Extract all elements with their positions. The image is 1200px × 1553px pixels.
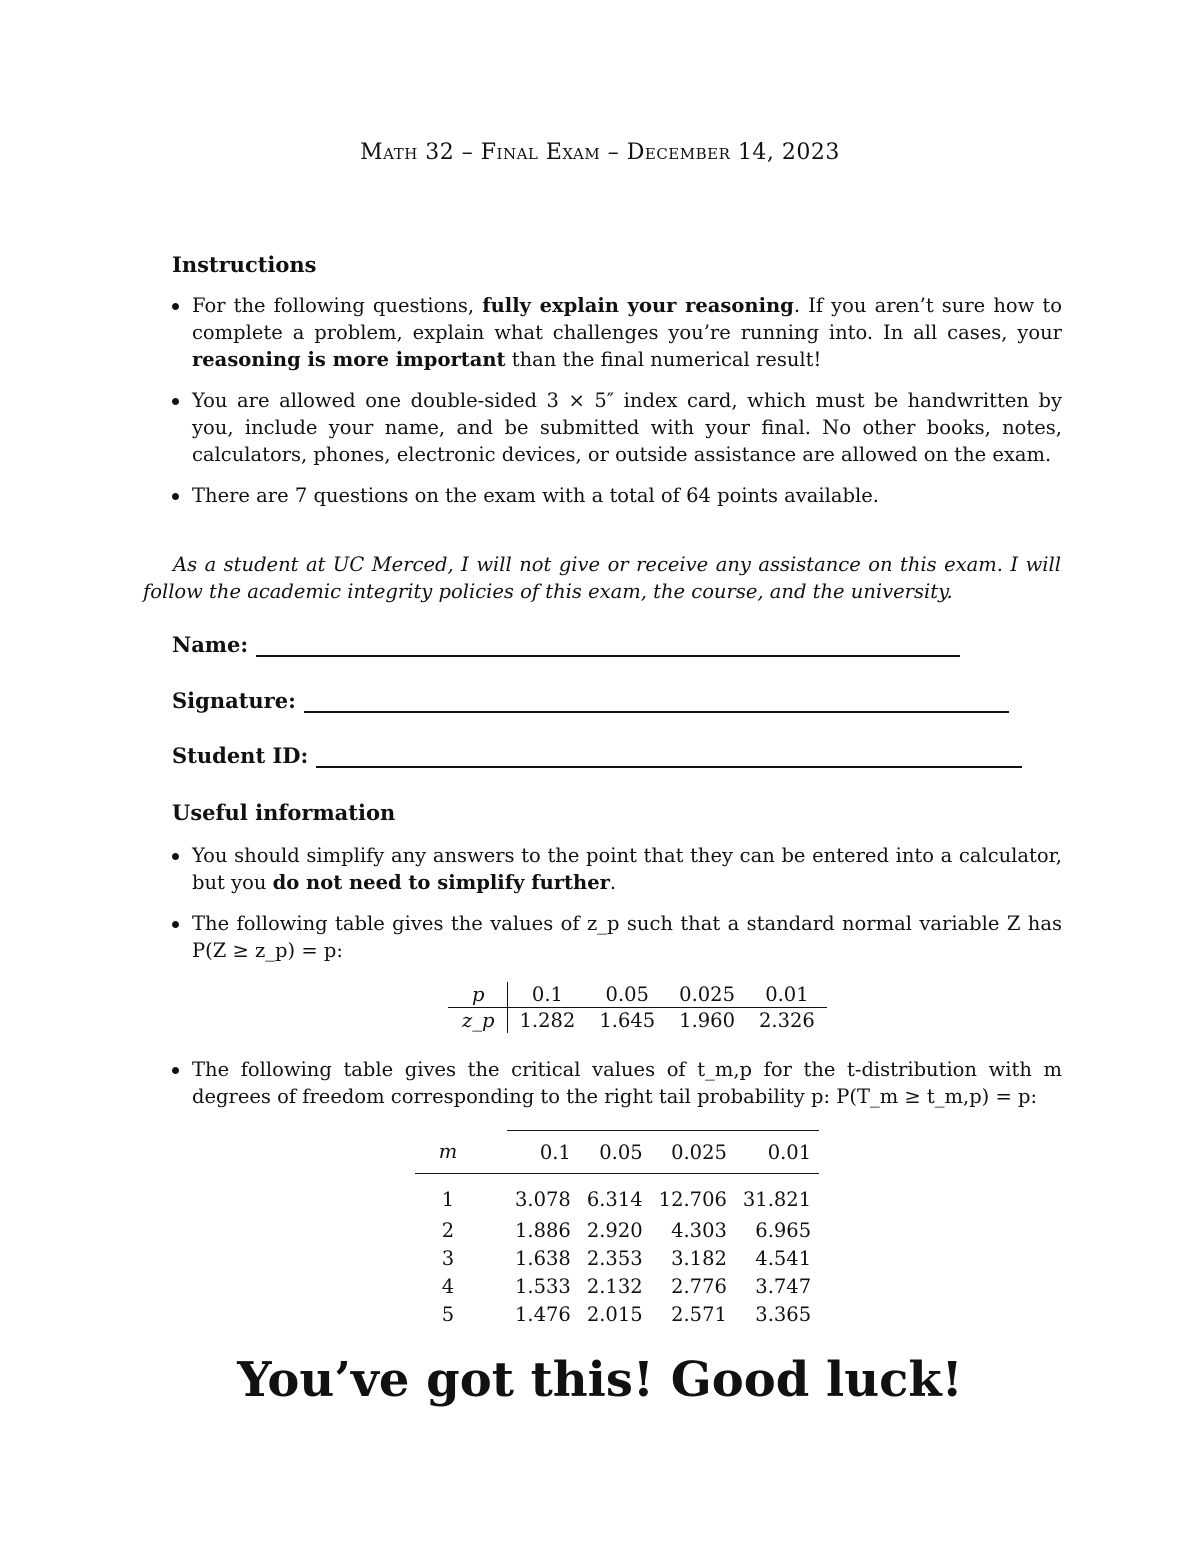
t-table-header-row (415, 1131, 819, 1174)
signature-label: Signature: (172, 688, 296, 713)
exam-title: Math 32 – Final Exam – December 14, 2023 (360, 140, 840, 165)
instructions-list (172, 292, 1062, 523)
signature-line[interactable] (304, 691, 1009, 713)
useful-item-simplify: You should simplify any answers to the point that they can be entered into a calculator, but you do not need to simplify further. (172, 842, 1062, 896)
bullet-icon (172, 398, 179, 405)
bullet-icon (172, 853, 179, 860)
z-table (448, 982, 827, 1033)
useful-info-heading: Useful information (172, 800, 396, 825)
bullet-icon (172, 921, 179, 928)
t-table-row: 3 1.638 2.353 3.182 4.541 (441, 1246, 812, 1270)
t-table-header-m: m (415, 1131, 481, 1174)
z-table-label-z: z_p (448, 1008, 507, 1034)
z-table-cell: 2.326 (759, 1009, 815, 1032)
z-table-cell: 1.960 (679, 1009, 735, 1032)
good-luck-message: You’ve got this! Good luck! (237, 1352, 963, 1408)
z-table-row-z (448, 1008, 827, 1034)
bullet-icon (172, 493, 179, 500)
useful-item-t-table: The following table gives the critical values of t_m,p for the t-distribution with m degrees of freedom corresponding to the right tail probability p: P(T_m ≥ t_m,p) = p: (172, 1056, 1062, 1110)
useful-info-list-2 (172, 1056, 1062, 1124)
t-table-row: 5 1.476 2.015 2.571 3.365 (441, 1302, 812, 1326)
useful-info-list (172, 842, 1062, 978)
useful-item-z-table: The following table gives the values of z_p such that a standard normal variable Z has P(Z ≥ z_p) = p: (172, 910, 1062, 964)
t-table-header: 0.05 (579, 1131, 651, 1174)
student-id-line[interactable] (316, 746, 1022, 768)
signature-field (172, 688, 1009, 713)
bullet-icon (172, 1067, 179, 1074)
t-table-header: 0.025 (651, 1131, 735, 1174)
instruction-item-questions: There are 7 questions on the exam with a total of 64 points available. (172, 482, 1062, 509)
z-table-label-p: p (448, 982, 507, 1008)
integrity-pledge: As a student at UC Merced, I will not give or receive any assistance on this exam. I will follow the academic integrity policies of this exam, the course, and the university. (143, 553, 1061, 603)
instructions-heading: Instructions (172, 252, 317, 277)
t-table-header: 0.1 (507, 1131, 579, 1174)
t-table (415, 1130, 819, 1328)
z-table-cell: 0.01 (747, 982, 827, 1008)
instruction-item-index-card: You are allowed one double-sided 3 × 5″ index card, which must be handwritten by you, include your name, and be submitted with your final. No other books, notes, calculators, phones, electronic devices, or outside assistance are allowed on the exam. (172, 387, 1062, 468)
name-label: Name: (172, 632, 249, 657)
z-table-row-p (448, 982, 827, 1008)
t-table-row: 2 1.886 2.920 4.303 6.965 (441, 1218, 812, 1242)
name-line[interactable] (256, 635, 960, 657)
z-table-cell: 1.645 (599, 1009, 656, 1032)
t-table-row: 1 3.078 6.314 12.706 31.821 (441, 1187, 812, 1211)
bullet-icon (172, 303, 179, 310)
t-table-header: 0.01 (735, 1131, 819, 1174)
student-id-label: Student ID: (172, 743, 309, 768)
name-field (172, 632, 960, 657)
z-table-cell: 1.282 (519, 1009, 576, 1032)
instruction-item-reasoning: For the following questions, fully explain your reasoning. If you aren’t sure how to complete a problem, explain what challenges you’re running into. In all cases, your reasoning is more important than the final numerical result! (172, 292, 1062, 373)
student-id-field (172, 743, 1022, 768)
z-table-cell: 0.1 (507, 982, 587, 1008)
t-table-row: 4 1.533 2.132 2.776 3.747 (441, 1274, 812, 1298)
z-table-cell: 0.025 (667, 982, 747, 1008)
z-table-cell: 0.05 (587, 982, 667, 1008)
